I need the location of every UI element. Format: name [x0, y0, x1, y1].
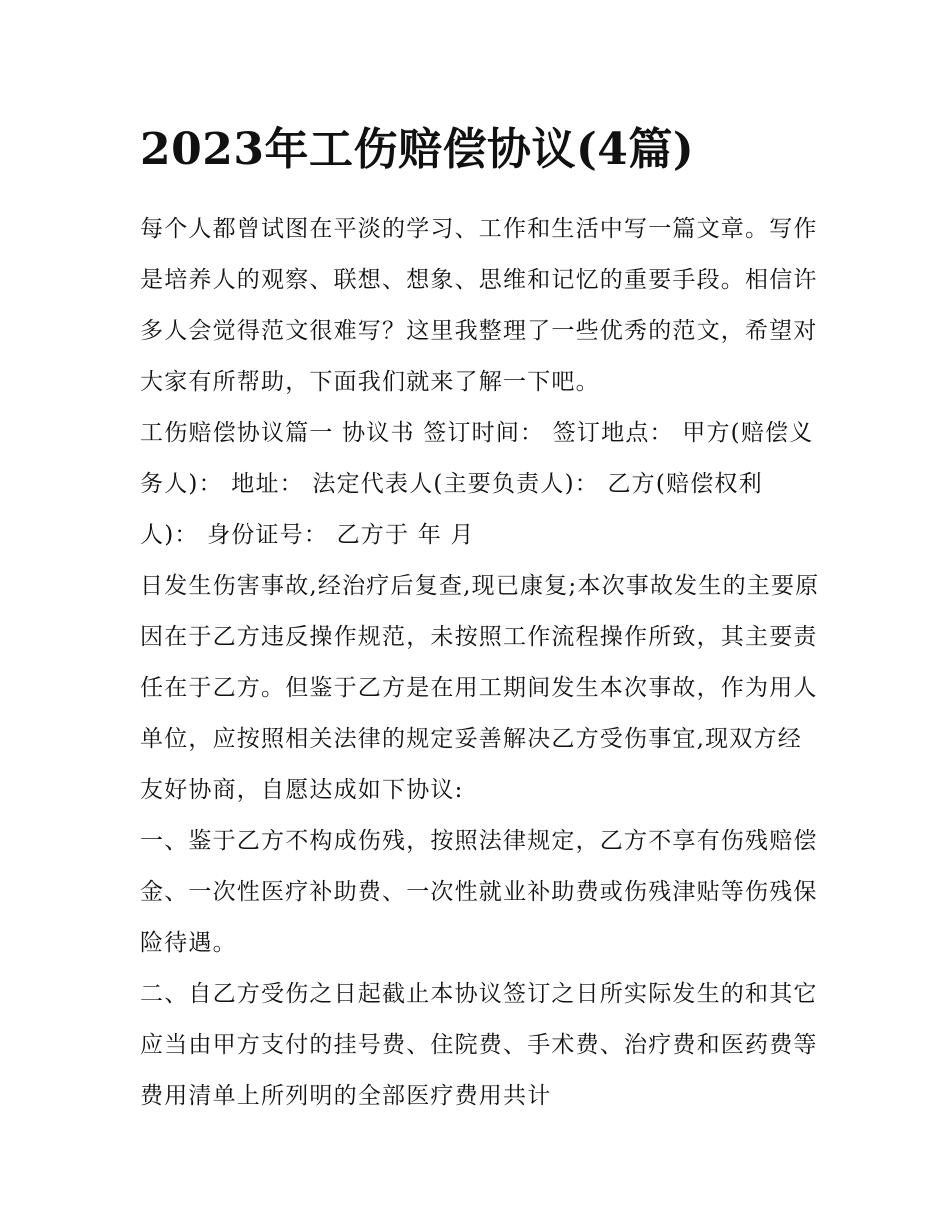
- paragraph-clause-2: 二、自乙方受伤之日起截止本协议签订之日所实际发生的和其它应当由甲方支付的挂号费、住院费、手术费、治疗费和医药费等费用清单上所列明的全部医疗费用共计: [140, 981, 818, 1109]
- paragraph-incident: 日发生伤害事故,经治疗后复查,现已康复;本次事故发生的主要原因在于乙方违反操作规范，未按照工作流程操作所致，其主要责任在于乙方。但鉴于乙方是在用工期间发生本次事故，作为用人单位，应按照相关法律的规定妥善解决乙方受伤事宜,现双方经友好协商，自愿达成如下协议:: [140, 573, 820, 803]
- paragraph-agreement-header: 工伤赔偿协议篇一 协议书 签订时间： 签订地点： 甲方(赔偿义务人)： 地址： 法定代表人(主要负责人)： 乙方(赔偿权利人)： 身份证号： 乙方于 年 月: [140, 420, 814, 548]
- document-title: 2023年工伤赔偿协议(4篇): [140, 124, 695, 175]
- document-body: [140, 118, 820, 1122]
- paragraph-intro: 每个人都曾试图在平淡的学习、工作和生活中写一篇文章。写作是培养人的观察、联想、想象、思维和记忆的重要手段。相信许多人会觉得范文很难写？这里我整理了一些优秀的范文，希望对大家有所帮助，下面我们就来了解一下吧。: [140, 216, 818, 395]
- paragraph-clause-1: 一、鉴于乙方不构成伤残，按照法律规定，乙方不享有伤残赔偿金、一次性医疗补助费、一次性就业补助费或伤残津贴等伤残保险待遇。: [140, 828, 818, 956]
